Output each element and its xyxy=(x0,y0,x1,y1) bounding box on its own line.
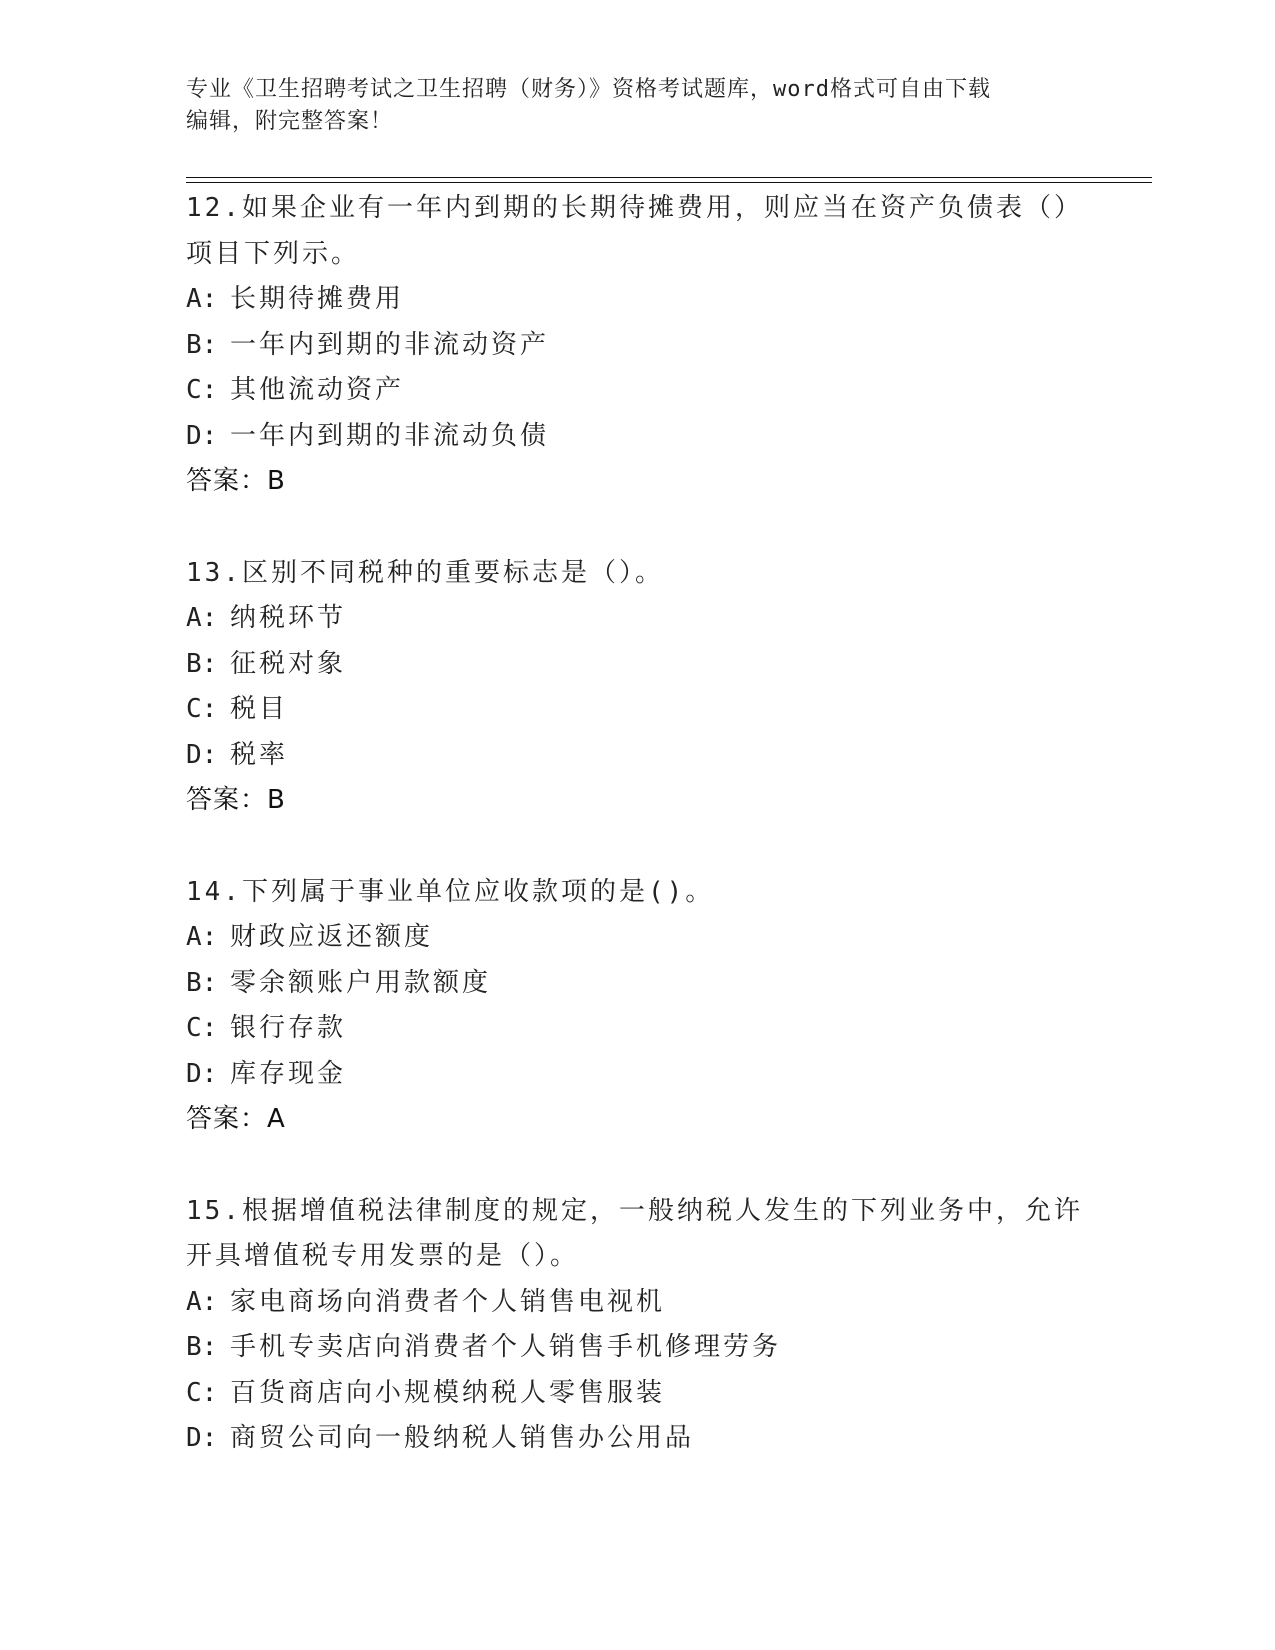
question-stem-line: 项目下列示。 xyxy=(186,238,361,269)
option-text: 一年内到期的非流动资产 xyxy=(230,329,550,360)
option-letter: A: xyxy=(186,1286,218,1317)
question-list xyxy=(186,186,1086,1462)
option-letter: A: xyxy=(186,284,218,314)
option-text: 家电商场向消费者个人销售电视机 xyxy=(230,1286,666,1317)
option-letter: C: xyxy=(186,694,218,724)
question-spacer xyxy=(186,505,1086,551)
option-line xyxy=(186,687,1086,733)
option-line xyxy=(186,277,1086,323)
option-text: 库存现金 xyxy=(230,1058,347,1089)
option-line xyxy=(186,323,1086,369)
question-stem-line: 15.根据增值税法律制度的规定，一般纳税人发生的下列业务中，允许 xyxy=(186,1195,1083,1226)
option-line xyxy=(186,414,1086,460)
option-letter: C: xyxy=(186,1013,218,1043)
header-divider-bottom xyxy=(186,182,1152,183)
option-line xyxy=(186,1416,1086,1462)
answer-line: 答案：B xyxy=(186,785,286,815)
question-spacer xyxy=(186,824,1086,870)
option-text: 征税对象 xyxy=(230,648,347,679)
option-text: 其他流动资产 xyxy=(230,375,405,405)
option-line xyxy=(186,1052,1086,1098)
question-block xyxy=(186,1189,1086,1462)
question-block xyxy=(186,186,1086,505)
header-line-2: 编辑，附完整答案！ xyxy=(186,109,394,134)
option-letter: B: xyxy=(186,967,218,998)
option-letter: D: xyxy=(186,1423,218,1453)
option-text: 百货商店向小规模纳税人零售服装 xyxy=(230,1377,666,1408)
header-line-1: 专业《卫生招聘考试之卫生招聘（财务）》资格考试题库，word格式可自由下载 xyxy=(186,77,991,102)
option-letter: D: xyxy=(186,420,218,451)
option-text: 一年内到期的非流动负债 xyxy=(230,420,550,451)
option-line xyxy=(186,1371,1086,1417)
option-text: 零余额账户用款额度 xyxy=(230,967,492,998)
option-letter: B: xyxy=(186,329,218,360)
question-block xyxy=(186,551,1086,824)
document-header xyxy=(186,74,1066,138)
option-line xyxy=(186,1280,1086,1326)
question-stem-line: 开具增值税专用发票的是（）。 xyxy=(186,1241,580,1271)
option-letter: B: xyxy=(186,1332,218,1362)
question-spacer xyxy=(186,1143,1086,1189)
option-letter: C: xyxy=(186,375,218,405)
header-divider-top xyxy=(186,177,1152,178)
option-letter: A: xyxy=(186,922,218,952)
answer-line: 答案：A xyxy=(186,1104,286,1134)
answer-line: 答案：B xyxy=(186,466,286,496)
option-line xyxy=(186,368,1086,414)
option-text: 银行存款 xyxy=(230,1013,347,1043)
option-letter: B: xyxy=(186,648,218,679)
option-text: 商贸公司向一般纳税人销售办公用品 xyxy=(230,1423,695,1453)
question-stem-line: 14.下列属于事业单位应收款项的是()。 xyxy=(186,876,715,907)
option-text: 纳税环节 xyxy=(230,603,347,633)
option-letter: D: xyxy=(186,1058,218,1089)
question-stem-line: 12.如果企业有一年内到期的长期待摊费用，则应当在资产负债表（） xyxy=(186,193,1083,223)
question-stem-line: 13.区别不同税种的重要标志是（）。 xyxy=(186,557,664,588)
option-text: 税率 xyxy=(230,739,289,770)
option-line xyxy=(186,915,1086,961)
option-letter: C: xyxy=(186,1377,218,1408)
option-line xyxy=(186,733,1086,779)
option-text: 税目 xyxy=(230,694,289,724)
option-letter: D: xyxy=(186,739,218,770)
option-line xyxy=(186,1006,1086,1052)
option-line xyxy=(186,961,1086,1007)
option-line xyxy=(186,1325,1086,1371)
option-text: 长期待摊费用 xyxy=(230,284,405,314)
option-letter: A: xyxy=(186,603,218,633)
question-block xyxy=(186,870,1086,1143)
option-text: 手机专卖店向消费者个人销售手机修理劳务 xyxy=(230,1332,782,1362)
option-text: 财政应返还额度 xyxy=(230,922,434,952)
option-line xyxy=(186,642,1086,688)
option-line xyxy=(186,596,1086,642)
